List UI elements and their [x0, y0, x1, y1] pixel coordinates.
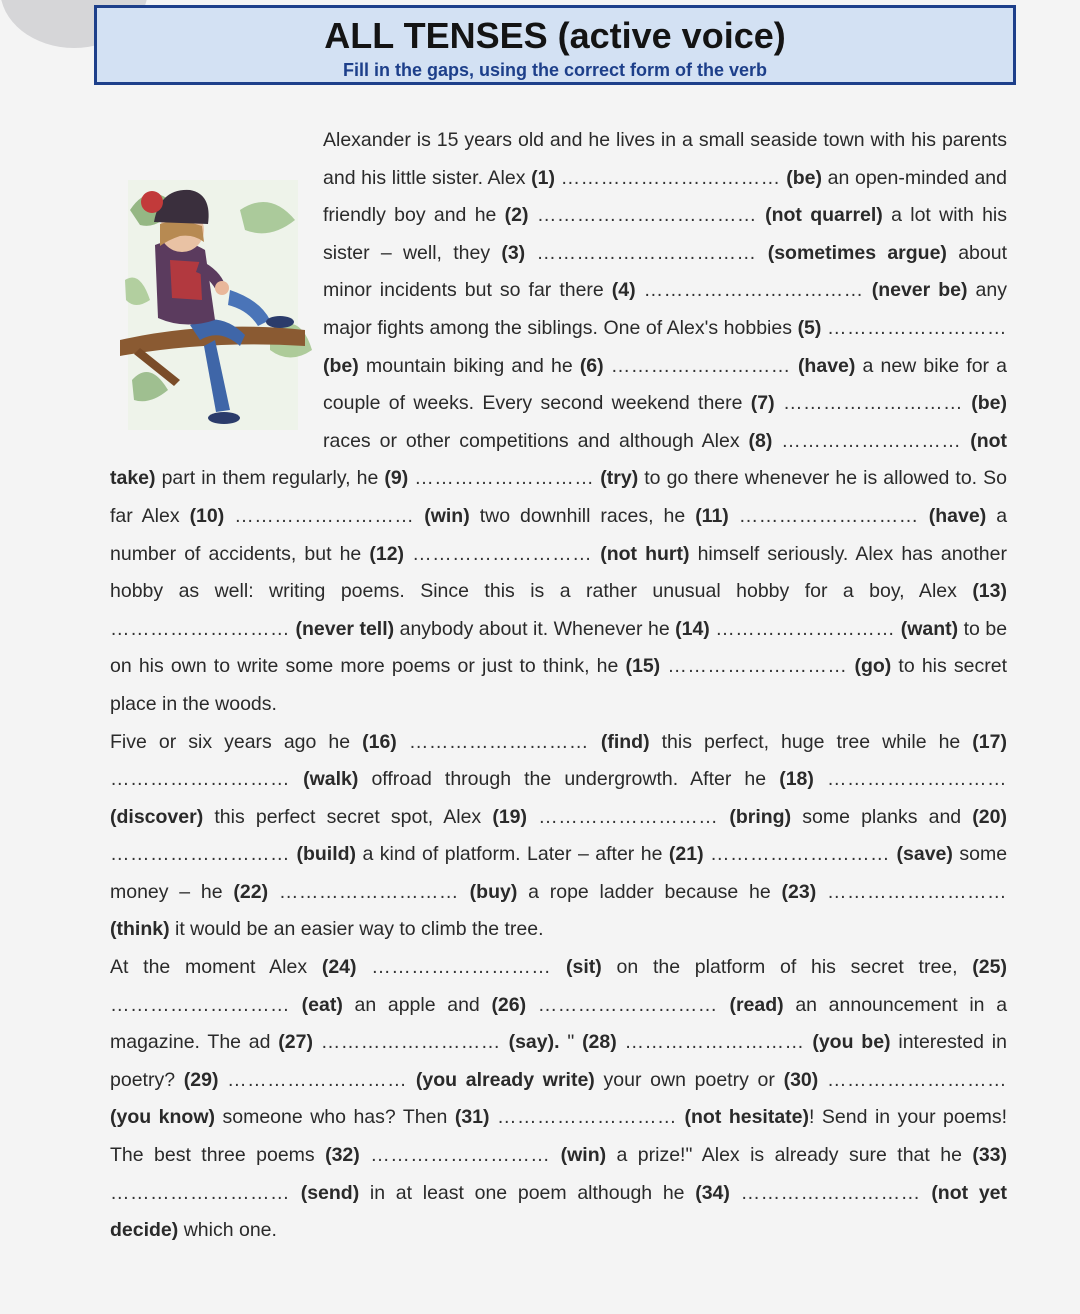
text-fragment: a prize!" Alex is already sure that he [616, 1144, 973, 1167]
gap-blank[interactable]: ……………………… [110, 1181, 290, 1204]
gap-blank[interactable]: …………………………… [560, 166, 781, 189]
gap-blank[interactable]: ……………………… [110, 993, 290, 1016]
gap-number: (32) [325, 1144, 360, 1167]
gap-blank[interactable]: ……………………… [538, 805, 719, 828]
gap-blank[interactable]: ……………………… [110, 617, 290, 640]
gap-blank[interactable]: ……………………… [412, 542, 593, 565]
verb-hint: (you know) [110, 1106, 215, 1129]
text-fragment: about minor incidents but so far there [323, 241, 1008, 302]
text-fragment: races or other competitions and although Alex [323, 429, 749, 452]
gap-number: (33) [972, 1144, 1008, 1167]
gap-number: (18) [779, 768, 814, 791]
gap-number: (29) [183, 1068, 219, 1091]
gap-number: (9) [384, 467, 409, 490]
gap-blank[interactable]: ……………………… [827, 768, 1007, 791]
gap-number: (24) [321, 956, 357, 979]
text-fragment: this perfect, huge tree while he [661, 730, 973, 753]
verb-hint: (you already write) [415, 1068, 595, 1091]
gap-blank[interactable]: ……………………… [610, 354, 791, 377]
text-fragment: At the moment Alex [110, 956, 322, 979]
gap-blank[interactable]: ……………………… [497, 1106, 678, 1129]
gap-blank[interactable]: ……………………… [740, 1181, 921, 1204]
verb-hint: (not quarrel) [765, 204, 883, 227]
text-fragment: interested in poetry? [110, 1031, 1007, 1091]
gap-blank[interactable]: ……………………… [110, 843, 290, 866]
text-fragment: on the platform of his secret tree, [616, 956, 973, 979]
gap-blank[interactable]: …………………………… [643, 279, 864, 302]
text-fragment: a rope ladder because he [528, 880, 782, 903]
text-fragment: a lot with his sister – well, they [323, 204, 1008, 264]
gap-blank[interactable]: ……………………… [827, 1068, 1007, 1091]
verb-hint: (bring) [729, 805, 792, 828]
verb-hint: (save) [896, 843, 953, 866]
text-fragment: two downhill races, he [479, 504, 696, 527]
verb-hint: (never be) [871, 279, 968, 302]
gap-number: (34) [695, 1181, 730, 1204]
gap-number: (26) [491, 993, 527, 1016]
verb-hint: (walk) [303, 768, 359, 791]
gap-number: (30) [783, 1068, 819, 1091]
gap-number: (12) [369, 542, 405, 565]
gap-number: (20) [972, 805, 1007, 828]
gap-number: (23) [781, 880, 817, 903]
text-fragment: mountain biking and he [365, 354, 580, 377]
gap-blank[interactable]: ……………………… [738, 504, 919, 527]
verb-hint: (go) [854, 655, 892, 678]
instruction: Fill in the gaps, using the correct form of the verb [342, 60, 768, 80]
title-box [94, 5, 1016, 85]
verb-hint: (win) [560, 1144, 607, 1167]
text-fragment: to his secret place in the woods. [110, 655, 1007, 715]
text-fragment: a new bike for a couple of weeks. Every second weekend there [323, 354, 1008, 415]
verb-hint: (try) [600, 467, 639, 490]
gap-number: (11) [695, 504, 729, 527]
gap-blank[interactable]: …………………………… [536, 204, 757, 227]
gap-number: (22) [233, 880, 269, 903]
verb-hint: (you be) [812, 1031, 891, 1054]
gap-blank[interactable]: ……………………… [537, 993, 718, 1016]
gap-blank[interactable]: ……………………… [414, 467, 595, 490]
text-fragment: an apple and [354, 993, 492, 1016]
gap-number: (1) [531, 166, 555, 189]
illustration-spacer [110, 122, 323, 460]
gap-number: (2) [504, 204, 529, 227]
paragraph-3 [110, 949, 1007, 1250]
gap-blank[interactable]: ……………………… [320, 1031, 501, 1054]
page-title: ALL TENSES (active voice) [324, 15, 786, 56]
gap-blank[interactable]: ……………………… [370, 1144, 551, 1167]
text-fragment: some planks and [802, 805, 973, 828]
text-fragment: a kind of platform. Later – after he [362, 843, 669, 866]
gap-number: (13) [972, 580, 1007, 603]
gap-blank[interactable]: ……………………… [408, 730, 589, 753]
gap-number: (8) [748, 429, 773, 452]
verb-hint: (be) [323, 354, 359, 377]
verb-hint: (think) [110, 918, 170, 941]
gap-number: (19) [492, 805, 528, 828]
gap-blank[interactable]: ……………………… [715, 617, 896, 640]
verb-hint: (not yet decide) [110, 1181, 1008, 1242]
gap-blank[interactable]: ……………………… [371, 956, 552, 979]
verb-hint: (not take) [110, 429, 1008, 490]
verb-hint: (win) [424, 504, 470, 527]
gap-blank[interactable]: ……………………… [827, 316, 1007, 339]
verb-hint: (build) [296, 843, 357, 866]
gap-number: (27) [278, 1031, 313, 1054]
text-fragment: an open-minded and friendly boy and he [323, 166, 1007, 227]
text-fragment: which one. [183, 1219, 277, 1242]
verb-hint: (want) [900, 617, 959, 640]
verb-hint: (sit) [566, 956, 602, 979]
gap-blank[interactable]: ……………………… [667, 655, 848, 678]
text-fragment: himself seriously. Alex has another hobby as well: writing poems. Since this is a rather unusual hobby for a boy, Alex [110, 542, 1007, 603]
text-fragment: a number of accidents, but he [110, 504, 1008, 565]
text-fragment: an announcement in a magazine. The ad [110, 993, 1008, 1054]
gap-blank[interactable]: ……………………… [278, 880, 459, 903]
gap-number: (10) [189, 504, 225, 527]
verb-hint: (be) [786, 166, 823, 189]
verb-hint: (discover) [110, 805, 204, 828]
verb-hint: (never tell) [295, 617, 395, 640]
gap-blank[interactable]: ……………………… [227, 1068, 408, 1091]
paragraph-2 [110, 724, 1007, 950]
gap-number: (4) [611, 279, 636, 302]
gap-blank[interactable]: ……………………… [710, 843, 891, 866]
text-fragment: anybody about it. Whenever he [399, 617, 676, 640]
gap-number: (25) [972, 956, 1007, 979]
text-fragment: to be on his own to write some more poems or just to think, he [110, 617, 1008, 678]
text-fragment: offroad through the undergrowth. After he [371, 768, 780, 791]
text-fragment: any major fights among the siblings. One of Alex's hobbies [323, 279, 1007, 339]
gap-blank[interactable]: …………………………… [536, 241, 757, 264]
text-fragment: Five or six years ago he [110, 730, 363, 753]
gap-number: (3) [501, 241, 526, 264]
verb-hint: (be) [971, 392, 1007, 415]
gap-number: (16) [362, 730, 397, 753]
verb-hint: (find) [600, 730, 650, 753]
text-fragment: to go there whenever he is allowed to. So far Alex [110, 467, 1007, 527]
verb-hint: (not hesitate) [684, 1106, 810, 1129]
exercise-text [110, 122, 1007, 1250]
text-fragment: it would be an easier way to climb the tree. [175, 918, 544, 941]
gap-blank[interactable]: ……………………… [624, 1031, 805, 1054]
gap-number: (21) [668, 843, 704, 866]
gap-number: (7) [750, 392, 775, 415]
text-fragment: this perfect secret spot, Alex [214, 805, 493, 828]
verb-hint: (eat) [301, 993, 343, 1016]
gap-blank[interactable]: ……………………… [782, 392, 963, 415]
gap-blank[interactable]: ……………………… [234, 504, 415, 527]
gap-number: (5) [797, 316, 822, 339]
verb-hint: (send) [300, 1181, 360, 1204]
verb-hint: (say). [508, 1031, 560, 1054]
verb-hint: (have) [928, 504, 987, 527]
gap-number: (15) [625, 655, 661, 678]
verb-hint: (sometimes argue) [767, 241, 947, 264]
text-fragment: " [567, 1031, 575, 1054]
gap-blank[interactable]: ……………………… [110, 768, 290, 791]
text-fragment: in at least one poem although he [369, 1181, 696, 1204]
text-fragment: your own poetry or [603, 1068, 784, 1091]
verb-hint: (read) [729, 993, 784, 1016]
gap-number: (28) [582, 1031, 617, 1054]
gap-blank[interactable]: ……………………… [826, 880, 1007, 903]
verb-hint: (not hurt) [600, 542, 690, 565]
gap-number: (14) [675, 617, 710, 640]
text-fragment: someone who has? Then [222, 1106, 455, 1129]
text-fragment: some money – he [110, 843, 1008, 903]
text-fragment: ! Send in your poems! The best three poems [110, 1106, 1008, 1167]
verb-hint: (have) [797, 354, 856, 377]
text-fragment: part in them regularly, he [161, 467, 385, 490]
gap-blank[interactable]: ……………………… [781, 429, 962, 452]
verb-hint: (buy) [469, 880, 518, 903]
gap-number: (6) [579, 354, 604, 377]
text-fragment: Alexander is 15 years old and he lives in a small seaside town with his parents and his little sister. Alex [323, 129, 1007, 189]
gap-number: (31) [454, 1106, 490, 1129]
gap-number: (17) [972, 730, 1007, 753]
